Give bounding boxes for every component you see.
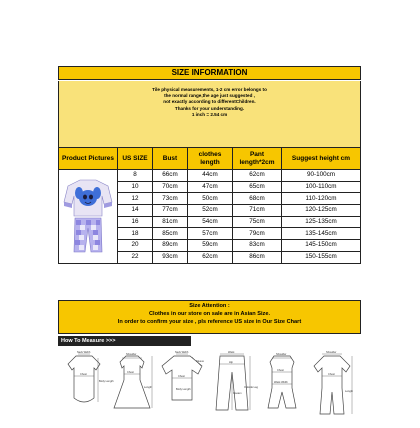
cell-clothes-length: 47cm (188, 181, 233, 193)
label-chest: Chest (328, 373, 335, 376)
info-line: 1 inch = 2.54 cm (191, 111, 228, 117)
cell-clothes-length: 62cm (188, 251, 233, 263)
label-shoulder: Shoulder (276, 353, 287, 356)
header-clothes-length: clothes length (188, 148, 233, 170)
dress-diagram (108, 348, 156, 420)
cell-clothes-length: 54cm (188, 216, 233, 228)
cell-suggest-height: 135-145cm (282, 228, 361, 240)
header-product-pictures: Product Pictures (59, 148, 118, 170)
cell-suggest-height: 150-155cm (282, 251, 361, 263)
cell-us-size: 18 (118, 228, 153, 240)
measurement-diagrams (58, 348, 361, 428)
jumpsuit-diagram (308, 348, 356, 420)
size-information-title: SIZE INFORMATION (58, 66, 361, 80)
cell-pant-length: 75cm (233, 216, 282, 228)
header-pant-length: Pant length*2cm (233, 148, 282, 170)
header-bust: Bust (153, 148, 188, 170)
label-inseam: Inseam (233, 392, 242, 395)
info-line: the normal range,the age just suggested , (164, 93, 255, 99)
cell-bust: 85cm (153, 228, 188, 240)
label-chest: Chest (127, 371, 134, 374)
info-line: not exactly according to differentChildren. (163, 99, 256, 105)
cell-pant-length: 79cm (233, 228, 282, 240)
table-row (59, 170, 361, 182)
cell-clothes-length: 57cm (188, 228, 233, 240)
info-line: Tile physical measurements, 1-2 cm error belongs to (152, 87, 267, 92)
pants-diagram (208, 348, 256, 420)
pajama-set-image (60, 172, 116, 256)
cell-us-size: 20 (118, 240, 153, 252)
cell-suggest-height: 100-110cm (282, 181, 361, 193)
attention-title: Size Attention : (189, 303, 230, 309)
label-sleeve: Sleeve (196, 360, 204, 363)
info-notes (58, 81, 361, 147)
size-table (58, 147, 361, 264)
how-to-measure-banner: How To Measure >>> (58, 336, 191, 346)
label-body-length: Body Length (99, 380, 114, 383)
cell-suggest-height: 125-135cm (282, 216, 361, 228)
romper-diagram (258, 348, 306, 420)
cell-suggest-height: 145-150cm (282, 240, 361, 252)
cell-pant-length: 68cm (233, 193, 282, 205)
size-chart-sheet (58, 66, 361, 395)
cell-clothes-length: 59cm (188, 240, 233, 252)
cell-bust: 66cm (153, 170, 188, 182)
cell-us-size: 10 (118, 181, 153, 193)
cell-clothes-length: 52cm (188, 205, 233, 217)
cell-us-size: 22 (118, 251, 153, 263)
cell-pant-length: 62cm (233, 170, 282, 182)
cell-pant-length: 83cm (233, 240, 282, 252)
label-shoulder: Shoulder (326, 351, 337, 354)
cell-suggest-height: 120-125cm (282, 205, 361, 217)
cell-bust: 73cm (153, 193, 188, 205)
cell-us-size: 12 (118, 193, 153, 205)
cell-us-size: 16 (118, 216, 153, 228)
label-outside-leg: Outside Leg (244, 386, 258, 389)
cell-bust: 77cm (153, 205, 188, 217)
label-hip: Hip (229, 361, 233, 364)
label-waist: Waist (228, 351, 235, 354)
info-line: Thanks for your understanding. (174, 105, 245, 111)
cell-bust: 81cm (153, 216, 188, 228)
cell-clothes-length: 50cm (188, 193, 233, 205)
cell-suggest-height: 90-100cm (282, 170, 361, 182)
label-chest: Chest (277, 369, 284, 372)
cell-pant-length: 86cm (233, 251, 282, 263)
cell-clothes-length: 44cm (188, 170, 233, 182)
cell-bust: 70cm (153, 181, 188, 193)
size-attention-box (58, 300, 361, 334)
cell-pant-length: 65cm (233, 181, 282, 193)
bodysuit-diagram (60, 348, 114, 420)
label-neck-width: Neck Width (175, 351, 189, 354)
label-waist-width: Waist Width (274, 381, 288, 384)
label-shoulder: Shoulder (126, 353, 137, 356)
label-neck-width: Neck Width (77, 351, 91, 354)
product-picture (59, 170, 118, 264)
label-chest: Chest (80, 373, 87, 376)
cell-suggest-height: 110-120cm (282, 193, 361, 205)
cell-us-size: 14 (118, 205, 153, 217)
table-header-row (59, 148, 361, 170)
attention-line: Clothes in our store on sale are in Asian Size. (148, 311, 271, 317)
shirt-diagram (158, 348, 206, 420)
label-chest: Chest (178, 375, 185, 378)
attention-line: In order to confirm your size , pls reference US size in Our Size Chart (117, 319, 302, 325)
header-suggest-height: Suggest height cm (282, 148, 361, 170)
cell-bust: 89cm (153, 240, 188, 252)
header-us-size: US SIZE (118, 148, 153, 170)
label-length: Length (144, 386, 152, 389)
cell-bust: 93cm (153, 251, 188, 263)
label-body-length: Body Length (176, 388, 191, 391)
cell-us-size: 8 (118, 170, 153, 182)
label-length: Length (345, 390, 353, 393)
cell-pant-length: 71cm (233, 205, 282, 217)
